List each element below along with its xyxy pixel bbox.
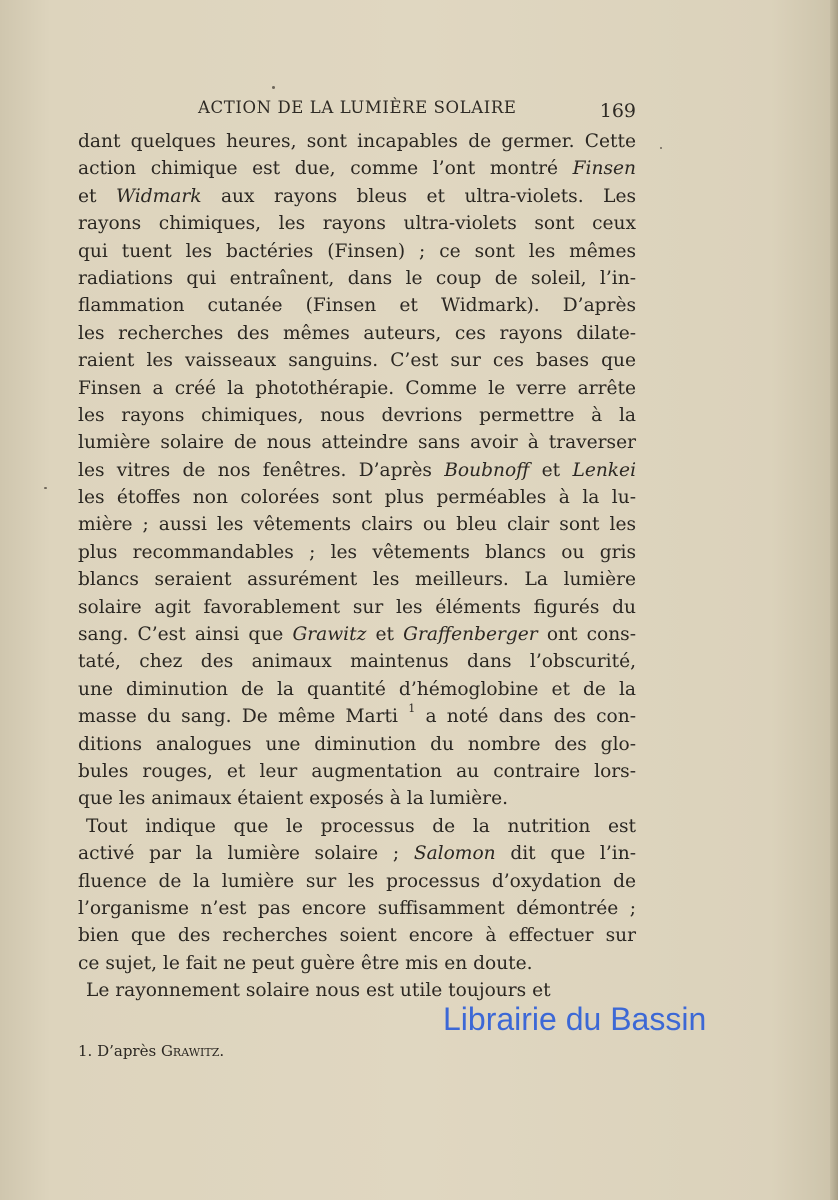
italic-name: Finsen bbox=[572, 158, 636, 180]
text-line: raient les vaisseaux sanguins. C’est sur ces bases que bbox=[78, 350, 636, 372]
footnote-marker: 1. D’après bbox=[78, 1042, 161, 1060]
text-line: dant quelques heures, sont incapables de germer. Cette bbox=[78, 131, 636, 152]
text-line: plus recommandables ; les vêtements blancs ou gris bbox=[78, 541, 636, 563]
footnote-reference: 1 bbox=[408, 702, 416, 716]
text-line: Finsen a créé la photothérapie. Comme le verre arrête bbox=[78, 377, 636, 399]
paper-speck bbox=[272, 86, 275, 89]
text-line: une diminution de la quantité d’hémoglobine et de la bbox=[78, 678, 636, 700]
italic-name: Boubnoff bbox=[444, 459, 530, 481]
paper-speck bbox=[44, 487, 47, 489]
footnote-author: Grawitz. bbox=[160, 1042, 225, 1060]
italic-name: Salomon bbox=[413, 843, 496, 865]
italic-name: Graffenberger bbox=[403, 624, 538, 646]
text-line: les étoffes non colorées sont plus perméables à la lu- bbox=[78, 487, 636, 509]
text-line: rayons chimiques, les rayons ultra-violets sont ceux bbox=[78, 213, 636, 235]
page-edge bbox=[830, 0, 838, 1200]
text-line: les vitres de nos fenêtres. D’après Boubnoff et Lenkei bbox=[78, 459, 637, 481]
paper-speck bbox=[660, 147, 662, 149]
page-number: 169 bbox=[599, 100, 636, 122]
text-line: taté, chez des animaux maintenus dans l’obscurité, bbox=[78, 651, 636, 673]
watermark: Librairie du Bassin bbox=[443, 1001, 707, 1037]
text-line: l’organisme n’est pas encore suffisamment démontrée ; bbox=[78, 897, 636, 919]
text-line: activé par la lumière solaire ; Salomon dit que l’in- bbox=[78, 843, 636, 865]
text-line: et Widmark aux rayons bleus et ultra-violets. Les bbox=[78, 185, 637, 207]
text-line: que les animaux étaient exposés à la lumière. bbox=[78, 788, 508, 810]
text-line: bien que des recherches soient encore à effectuer sur bbox=[78, 925, 636, 947]
text-line: sang. C’est ainsi que Grawitz et Graffenberger ont cons- bbox=[78, 624, 636, 646]
text-line: les recherches des mêmes auteurs, ces rayons dilate- bbox=[78, 322, 636, 344]
body-text bbox=[78, 128, 636, 1005]
italic-name: Grawitz bbox=[292, 624, 367, 646]
text-line: ce sujet, le fait ne peut guère être mis en doute. bbox=[78, 952, 533, 974]
text-line: ditions analogues une diminution du nombre des glo- bbox=[78, 733, 636, 755]
text-line: les rayons chimiques, nous devrions permettre à la bbox=[78, 404, 636, 426]
footnote bbox=[78, 1042, 224, 1060]
text-line: solaire agit favorablement sur les éléments figurés du bbox=[78, 596, 636, 618]
text-line: flammation cutanée (Finsen et Widmark). D’après bbox=[78, 295, 636, 317]
page-header bbox=[80, 94, 640, 128]
running-head: ACTION DE LA LUMIÈRE SOLAIRE bbox=[198, 98, 517, 117]
text-line: action chimique est due, comme l’ont montré Finsen bbox=[78, 158, 636, 180]
text-line: lumière solaire de nous atteindre sans avoir à traverser bbox=[78, 432, 636, 454]
text-line: bules rouges, et leur augmentation au contraire lors- bbox=[78, 760, 636, 782]
text-line: mière ; aussi les vêtements clairs ou bleu clair sont les bbox=[78, 514, 636, 536]
text-line: masse du sang. De même Marti $^1$ a noté dans des con- bbox=[78, 702, 636, 728]
text-line: qui tuent les bactéries (Finsen) ; ce sont les mêmes bbox=[78, 240, 636, 262]
text-line: Tout indique que le processus de la nutrition est bbox=[86, 815, 636, 837]
italic-name: Widmark bbox=[115, 185, 202, 207]
text-line: radiations qui entraînent, dans le coup de soleil, l’in- bbox=[78, 267, 636, 289]
text-line: fluence de la lumière sur les processus d’oxydation de bbox=[78, 870, 636, 892]
italic-name: Lenkei bbox=[572, 459, 637, 481]
text-line: Le rayonnement solaire nous est utile toujours et bbox=[86, 980, 551, 1002]
text-line: blancs seraient assurément les meilleurs. La lumière bbox=[78, 569, 636, 591]
